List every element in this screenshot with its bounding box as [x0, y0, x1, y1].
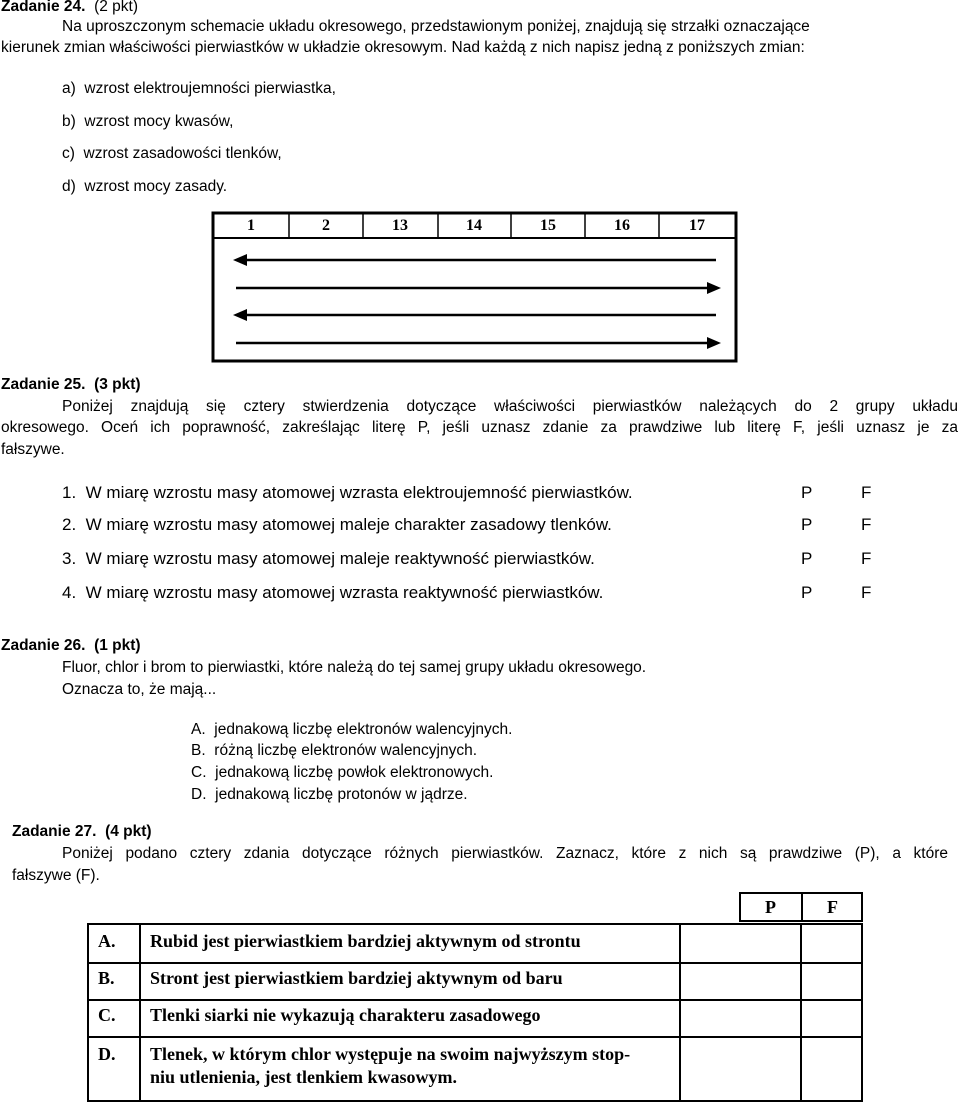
- task-25-heading: [1, 376, 141, 394]
- arrow-right-2: [236, 337, 721, 349]
- f-cell[interactable]: [802, 925, 861, 962]
- task-27-points: (4 pkt): [105, 823, 152, 840]
- row-statement: Rubid jest pierwiastkiem bardziej aktywnym od strontu: [150, 931, 581, 951]
- pf-header-f: F: [827, 897, 838, 917]
- task-24-line-2: kierunek zmian właściwości pierwiastków w układzie okresowym. Nad każdą z nich napisz jedną z poniższych zmian:: [1, 39, 805, 56]
- group-label: 2: [322, 217, 330, 234]
- task-25-title: Zadanie 25.: [1, 376, 86, 393]
- task-27-line-2: fałszywe (F).: [12, 867, 100, 884]
- pf-header: [739, 892, 863, 922]
- option-b: b) wzrost mocy kwasów,: [62, 113, 234, 130]
- answer-c[interactable]: C. jednakową liczbę powłok elektronowych.: [191, 764, 494, 781]
- option-c: c) wzrost zasadowości tlenków,: [62, 145, 282, 162]
- group-label: 17: [689, 217, 705, 234]
- answer-b[interactable]: B. różną liczbę elektronów walencyjnych.: [191, 742, 478, 759]
- arrow-left-1: [233, 254, 716, 266]
- false-option[interactable]: F: [861, 549, 872, 568]
- row-letter: D.: [98, 1044, 116, 1064]
- answer-d[interactable]: D. jednakową liczbę protonów w jądrze.: [191, 786, 468, 803]
- pf-header-p: P: [765, 897, 776, 917]
- row-letter: C.: [98, 1005, 116, 1025]
- arrow-right-1: [236, 282, 721, 294]
- p-cell[interactable]: [681, 964, 800, 999]
- row-statement: Tlenek, w którym chlor występuje na swoim najwyższym stop-: [150, 1044, 631, 1064]
- group-label: 1: [247, 217, 255, 234]
- p-cell[interactable]: [681, 925, 800, 962]
- statement-4: 4. W miarę wzrostu masy atomowej wzrasta reaktywność pierwiastków.: [62, 583, 604, 602]
- task-27-table: [87, 923, 863, 1102]
- row-statement: Stront jest pierwiastkiem bardziej aktywnym od baru: [150, 968, 563, 988]
- task-26-line-1: Fluor, chlor i brom to pierwiastki, które należą do tej samej grupy układu okresowego.: [62, 659, 647, 676]
- group-label: 14: [466, 217, 482, 234]
- false-option[interactable]: F: [861, 515, 872, 534]
- statement-2: 2. W miarę wzrostu masy atomowej maleje charakter zasadowy tlenków.: [62, 515, 612, 534]
- p-cell[interactable]: [681, 1038, 800, 1100]
- task-25-points: (3 pkt): [94, 376, 141, 393]
- row-statement-continued: niu utlenienia, jest tlenkiem kwasowym.: [150, 1067, 458, 1087]
- task-26-points: (1 pkt): [94, 637, 141, 654]
- task-25-intro-1: Poniżej znajdują się cztery stwierdzenia dotyczące właściwości pierwiastków należących do 2 grupy układu: [62, 398, 958, 415]
- group-label: 13: [392, 217, 408, 234]
- row-statement: Tlenki siarki nie wykazują charakteru zasadowego: [150, 1005, 541, 1025]
- statement-1: 1. W miarę wzrostu masy atomowej wzrasta elektroujemność pierwiastków.: [62, 483, 633, 502]
- task-24-title: Zadanie 24.: [1, 0, 86, 15]
- f-cell[interactable]: [802, 964, 861, 999]
- task-27-line-1: Poniżej podano cztery zdania dotyczące różnych pierwiastków. Zaznacz, które z nich są prawdziwe (P), a które: [62, 845, 948, 862]
- statement-3: 3. W miarę wzrostu masy atomowej maleje reaktywność pierwiastków.: [62, 549, 595, 568]
- group-label: 15: [540, 217, 556, 234]
- task-27-title: Zadanie 27.: [12, 823, 97, 840]
- row-letter: B.: [98, 968, 115, 988]
- true-option[interactable]: P: [801, 515, 813, 534]
- group-label: 16: [614, 217, 630, 234]
- task-26-line-2: Oznacza to, że mają...: [62, 681, 217, 698]
- task-26-title: Zadanie 26.: [1, 637, 86, 654]
- task-24-line-1: Na uproszczonym schemacie układu okresowego, przedstawionym poniżej, znajdują się strzałki oznaczające: [62, 18, 810, 35]
- row-letter: A.: [98, 931, 116, 951]
- periodic-schema-diagram: [211, 211, 738, 363]
- task-24-heading: [1, 0, 138, 16]
- task-25-intro-2: okresowego. Oceń ich poprawność, zakreślając literę P, jeśli uznasz zdanie za prawdziwe lub literę F, jeśli uznasz je za: [1, 419, 958, 436]
- task-25-intro-3: fałszywe.: [1, 441, 65, 458]
- f-cell[interactable]: [802, 1001, 861, 1036]
- true-option[interactable]: P: [801, 549, 813, 568]
- false-option[interactable]: F: [861, 583, 872, 602]
- false-option[interactable]: F: [861, 483, 872, 502]
- answer-a[interactable]: A. jednakową liczbę elektronów walencyjnych.: [191, 721, 513, 738]
- option-d: d) wzrost mocy zasady.: [62, 178, 228, 195]
- task-24-points: (2 pkt): [94, 0, 138, 15]
- p-cell[interactable]: [681, 1001, 800, 1036]
- option-a: a) wzrost elektroujemności pierwiastka,: [62, 80, 336, 97]
- arrow-left-2: [233, 309, 716, 321]
- true-option[interactable]: P: [801, 583, 813, 602]
- task-26-heading: [1, 637, 141, 655]
- true-option[interactable]: P: [801, 483, 813, 502]
- f-cell[interactable]: [802, 1038, 861, 1100]
- task-27-heading: [12, 823, 152, 841]
